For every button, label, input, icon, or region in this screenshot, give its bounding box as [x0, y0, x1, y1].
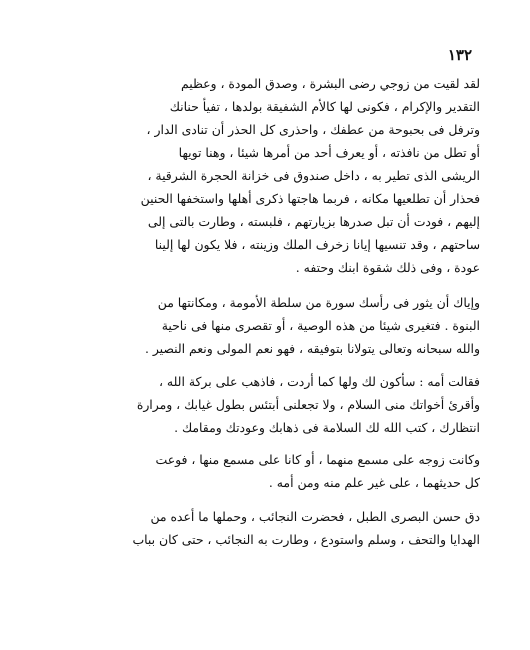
text-line: والله سبحانه وتعالى يتولانا بتوفيقه ، فهو نعم المولى ونعم النصير . [144, 341, 480, 356]
text-line: الريشى الذى تطير به ، داخل صندوق فى خزانة الحجرة الشرقية ، [147, 168, 480, 183]
text-line: وإياك أن يثور فى رأسك سورة من سلطة الأمومة ، ومكانتها من [157, 295, 480, 310]
text-line: وأقرئ أخواتك منى السلام ، ولا تجعلنى أبتئس بطول غيابك ، ومرارة [136, 397, 480, 412]
paragraph [96, 505, 480, 551]
text-line: فقالت أمه : سأكون لك ولها كما أردت ، فاذهب على بركة الله ، [158, 374, 480, 389]
text-line: انتظارك ، كتب الله لك السلامة فى ذهابك وعودتك ومقامك . [174, 420, 480, 435]
paragraph [96, 291, 480, 360]
text-line: فحذار أن تطلعيها مكانه ، فربما هاجتها ذكرى أهلها واستخفها الحنين [140, 191, 480, 206]
page-number: ١٣٢ [447, 46, 472, 64]
text-line: ساحتهم ، وقد تنسيها إيانا زخرف الملك وزينته ، فلا يكون لها إلينا [154, 237, 480, 252]
text-line: وترفل فى بحبوحة من عطفك ، واحذرى كل الحذر أن تنادى الدار ، [146, 122, 480, 137]
paragraph [96, 370, 480, 439]
body-text [96, 72, 480, 551]
text-line: الهدايا والتحف ، وسلم واستودع ، وطارت به النجائب ، حتى كان بباب [132, 532, 480, 547]
paragraph [96, 72, 480, 279]
text-line: إليهم ، فودت أن تبل صدرها بزيارتهم ، فلبسته ، وطارت بالتى إلى [147, 214, 480, 229]
text-line: كل حديثهما ، على غير علم منه ومن أمه . [268, 475, 480, 490]
text-line: وكانت زوجه على مسمع منهما ، أو كانا على مسمع منها ، فوعت [155, 452, 480, 467]
text-line: دق حسن البصرى الطبل ، فحضرت النجائب ، وحملها ما أعده من [150, 509, 480, 524]
paragraph [96, 448, 480, 494]
text-line: البنوة . فتغيرى شيئا من هذه الوصية ، أو تقصرى منها فى ناحية [161, 318, 480, 333]
text-line: عودة ، وفى ذلك شقوة ابنك وحتفه . [295, 260, 480, 275]
text-line: أو تطل من نافذته ، أو يعرف أحد من أمرها شيئا ، وهنا تويها [178, 145, 480, 160]
text-line: لقد لقيت من زوجي رضى البشرة ، وصدق المودة ، وعظيم [180, 76, 480, 91]
text-line: التقدير والإكرام ، فكونى لها كالأم الشفيقة بولدها ، تفيأ حنانك [169, 99, 480, 114]
